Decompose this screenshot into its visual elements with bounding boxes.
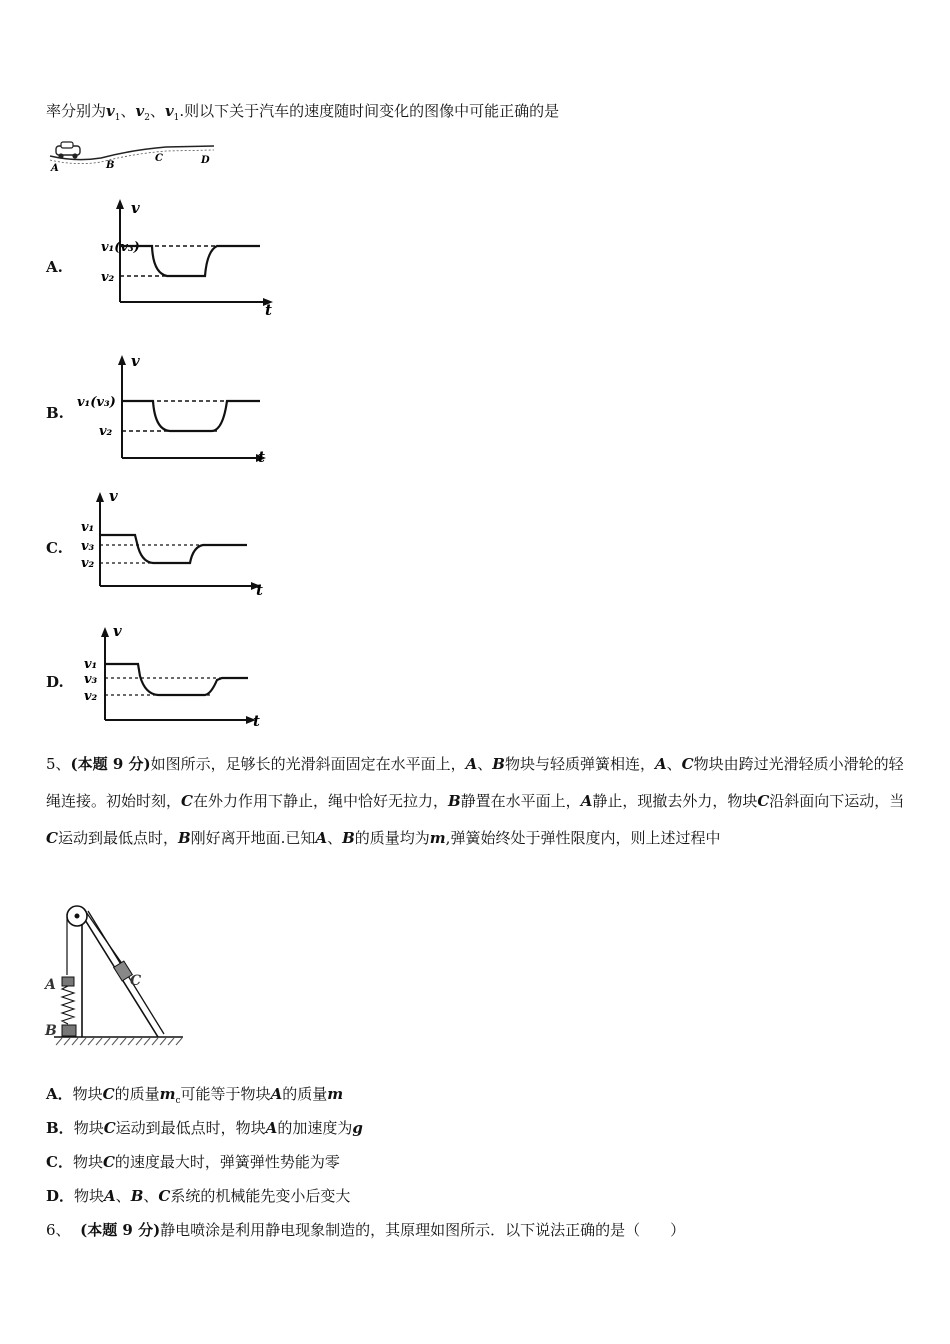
option-text: 物块 [73, 1119, 104, 1137]
option-text: 的加速度为 [277, 1119, 353, 1137]
var-a: A [465, 755, 478, 773]
block-b [62, 1025, 76, 1036]
option-text: 运动到最低点时，物块 [115, 1119, 266, 1137]
q6-number: 6、 [46, 1221, 71, 1239]
sep: 、 [327, 829, 343, 847]
velocity-curve [105, 664, 248, 695]
axis-t-label: t [256, 581, 263, 599]
spring-icon [62, 986, 74, 1024]
option-text: 的质量 [114, 1085, 160, 1103]
level-v1v3-label: v₁(v₃) [101, 240, 140, 255]
var-b: B [447, 792, 461, 810]
var-a: A [315, 829, 328, 847]
graph-option-c [75, 485, 275, 600]
var-v2: v [135, 102, 145, 120]
sub-3: 1 [173, 113, 180, 123]
q5-number: 5、 [46, 755, 71, 773]
fig-label-a: A [45, 977, 56, 993]
sub-c: c [175, 1096, 181, 1106]
q5-text: 如图所示，足够长的光滑斜面固定在水平面上， [150, 755, 466, 773]
var-g: g [352, 1119, 363, 1137]
option-label: B． [46, 1119, 74, 1137]
q5-score: (本题 9 分) [70, 755, 151, 773]
axis-t-label: t [258, 448, 265, 466]
q5-text: ,弹簧始终处于弹性限度内，则上述过程中 [445, 829, 721, 847]
level-v2-label: v₂ [81, 556, 95, 571]
var-c: C [757, 792, 770, 810]
road-label-b: B [106, 160, 115, 171]
level-v3-label: v₃ [84, 672, 98, 687]
axis-v-label: v [109, 487, 118, 505]
level-v2-label: v₂ [84, 689, 98, 704]
option-text: 可能等于物块 [180, 1085, 271, 1103]
axis-t-label: t [253, 712, 260, 730]
var-b: B [492, 755, 505, 773]
option-c-label[interactable]: C. [46, 539, 63, 557]
option-label: C． [46, 1153, 73, 1171]
option-label: A． [46, 1085, 73, 1103]
q5-text: 物块与轻质弹簧相连， [504, 755, 655, 773]
var-b: B [342, 829, 355, 847]
q5-option-a[interactable] [46, 1084, 343, 1111]
sep: 、 [115, 1187, 131, 1205]
var-a: A [104, 1187, 116, 1205]
var-m: m [429, 829, 446, 847]
level-v1v3-label: v₁(v₃) [77, 395, 116, 410]
sub-1: 1 [114, 113, 121, 123]
q5-text: 在外力作用下静止，绳中恰好无拉力， [192, 792, 448, 810]
axis-v-label: v [131, 199, 140, 217]
var-c: C [181, 792, 193, 810]
var-a: A [655, 755, 667, 773]
q6-stem [46, 1220, 685, 1240]
var-a: A [580, 792, 593, 810]
block-a [62, 977, 74, 986]
var-c: C [102, 1085, 115, 1103]
option-text: 物块 [74, 1187, 105, 1205]
q5-text: 静止，现撤去外力，物块 [592, 792, 758, 810]
axis-v-label: v [131, 352, 140, 370]
q6-score: (本题 9 分) [80, 1221, 161, 1239]
option-text: 系统的机械能先变小后变大 [170, 1187, 351, 1205]
q5-option-b[interactable] [46, 1118, 363, 1138]
q5-text: 运动到最低点时， [57, 829, 178, 847]
var-a: A [265, 1119, 278, 1137]
var-v3: v [164, 102, 174, 120]
graph-option-d [75, 620, 275, 735]
intro-suffix: .则以下关于汽车的速度随时间变化的图像中可能正确的是 [179, 102, 560, 120]
intro-prefix: 率分别为 [46, 102, 107, 120]
sep: 、 [149, 102, 165, 120]
axis-t-label: t [265, 301, 272, 319]
q5-text: 物块由跨过光滑轻质小滑轮的轻绳连接。初始时刻， [46, 755, 904, 810]
var-b: B [177, 829, 191, 847]
option-b-label[interactable]: B. [46, 404, 64, 422]
sep: 、 [143, 1187, 159, 1205]
level-v2-label: v₂ [99, 424, 113, 439]
level-v1-label: v₁ [81, 520, 95, 535]
q5-incline-figure [40, 895, 190, 1053]
level-v1-label: v₁ [84, 657, 98, 672]
road-label-a: A [51, 163, 59, 174]
var-c: C [158, 1187, 171, 1205]
var-c: C [681, 755, 694, 773]
q5-option-c[interactable] [46, 1152, 340, 1172]
var-m: m [327, 1085, 344, 1103]
q6-text: 静电喷涂是利用静电现象制造的，其原理如图所示．以下说法正确的是（ ） [160, 1221, 686, 1239]
option-text: 物块 [72, 1153, 103, 1171]
fig-label-b: B [45, 1023, 57, 1039]
var-b: B [130, 1187, 144, 1205]
q5-option-d[interactable] [46, 1186, 350, 1206]
option-a-label[interactable]: A. [46, 258, 63, 276]
sep: 、 [477, 755, 493, 773]
road-figure [46, 138, 226, 178]
q5-text: 刚好离开地面.已知 [190, 829, 316, 847]
var-c: C [103, 1119, 116, 1137]
q5-stem [46, 746, 908, 857]
velocity-curve [100, 535, 247, 563]
var-c: C [102, 1153, 115, 1171]
graph-option-b [75, 350, 275, 470]
axis-v-label: v [113, 622, 122, 640]
graph-option-a [95, 195, 285, 320]
level-v3-label: v₃ [81, 539, 95, 554]
road-label-d: D [201, 155, 210, 166]
level-v2-label: v₂ [101, 270, 115, 285]
var-v1: v [106, 102, 115, 120]
var-c: C [46, 829, 58, 847]
intro-line [46, 101, 559, 128]
var-a: A [270, 1085, 283, 1103]
option-label: D． [46, 1187, 75, 1205]
q5-text: 沿斜面向下运动，当 [769, 792, 905, 810]
velocity-curve [122, 401, 260, 431]
option-d-label[interactable]: D. [46, 673, 64, 691]
sep: 、 [120, 102, 136, 120]
sub-2: 2 [144, 113, 150, 123]
car-icon [56, 142, 80, 159]
option-text: 的速度最大时，弹簧弹性势能为零 [114, 1153, 340, 1171]
option-text: 的质量 [282, 1085, 328, 1103]
fig-label-c: C [130, 973, 142, 989]
q5-text: 静置在水平面上， [460, 792, 581, 810]
velocity-curve [120, 246, 260, 276]
q5-text: 的质量均为 [354, 829, 430, 847]
option-text: 物块 [72, 1085, 103, 1103]
sep: 、 [666, 755, 682, 773]
var-m: m [159, 1085, 176, 1103]
road-label-c: C [155, 153, 163, 164]
